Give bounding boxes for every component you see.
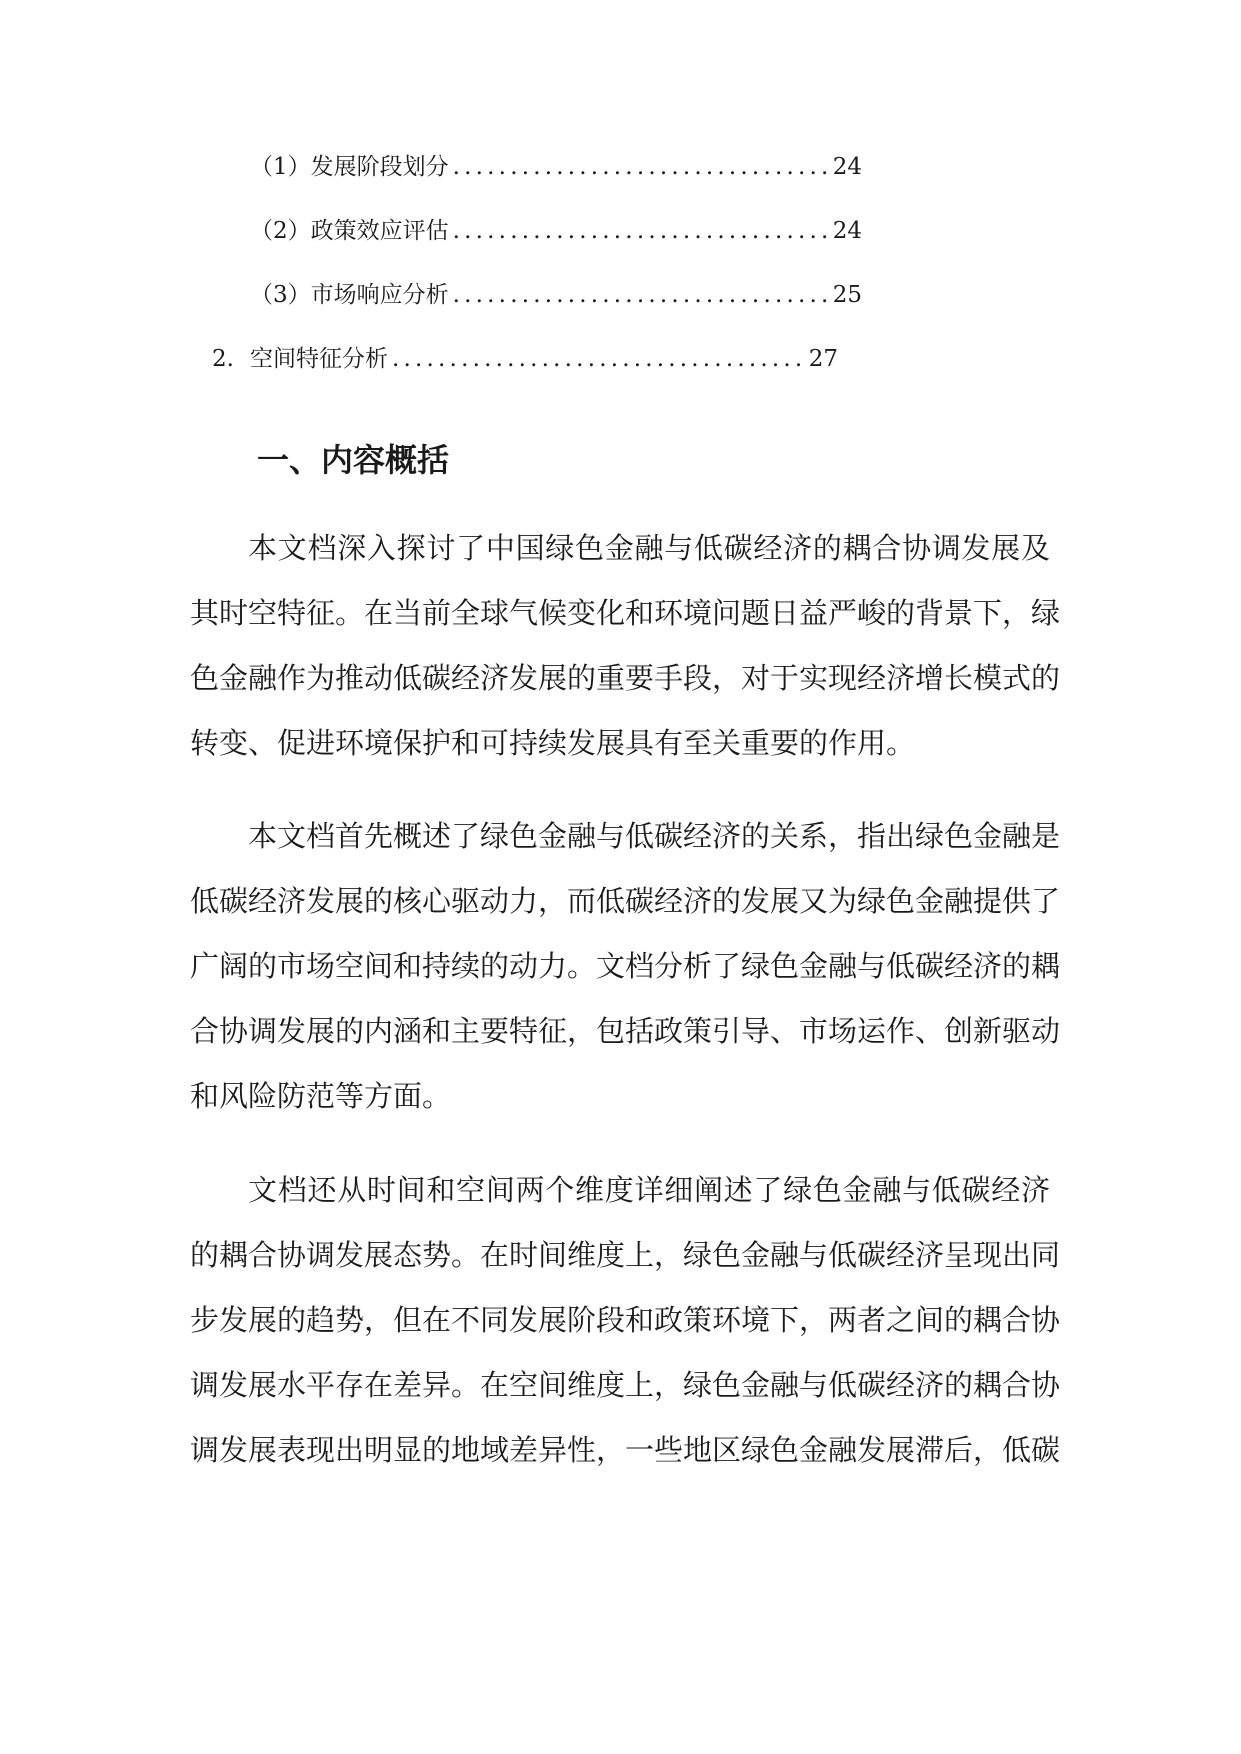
toc-entry-page: 25 <box>832 282 862 308</box>
toc-entry-label: （2）政策效应评估 <box>250 218 449 244</box>
toc-leader-dots <box>453 152 829 182</box>
paragraph-line: 步发展的趋势，但在不同发展阶段和政策环境下，两者之间的耦合协 <box>190 1303 1061 1337</box>
paragraph-line: 本文档首先概述了绿色金融与低碳经济的关系，指出绿色金融是 <box>248 819 1061 853</box>
paragraph-line: 和风险防范等方面。 <box>190 1079 452 1113</box>
paragraph-line: 文档还从时间和空间两个维度详细阐述了绿色金融与低碳经济 <box>248 1173 1050 1207</box>
paragraph-line: 其时空特征。在当前全球气候变化和环境问题日益严峻的背景下，绿 <box>190 596 1061 630</box>
paragraph-line: 本文档深入探讨了中国绿色金融与低碳经济的耦合协调发展及 <box>248 531 1050 565</box>
toc-leader-dots <box>392 344 805 374</box>
toc-entry-number: 2. <box>212 346 234 372</box>
section-heading: 一、内容概括 <box>257 441 450 479</box>
paragraph-line: 低碳经济发展的核心驱动力，而低碳经济的发展又为绿色金融提供了 <box>190 884 1061 918</box>
paragraph-line: 的耦合协调发展态势。在时间维度上，绿色金融与低碳经济呈现出同 <box>190 1238 1061 1272</box>
toc-leader-dots <box>453 216 829 246</box>
toc-leader-dots <box>453 280 829 310</box>
paragraph-line: 广阔的市场空间和持续的动力。文档分析了绿色金融与低碳经济的耦 <box>190 949 1061 983</box>
toc-entry[interactable] <box>250 216 862 246</box>
body-paragraph <box>190 1158 1061 1483</box>
toc-entry-label: （1）发展阶段划分 <box>250 154 449 180</box>
paragraph-line: 调发展水平存在差异。在空间维度上，绿色金融与低碳经济的耦合协 <box>190 1368 1061 1402</box>
body-paragraph <box>190 516 1061 776</box>
toc-entry-page: 27 <box>808 346 838 372</box>
toc-entry[interactable] <box>250 280 862 310</box>
toc-entry-page: 24 <box>832 218 862 244</box>
toc-entry[interactable] <box>250 152 862 182</box>
toc-entry-label: （3）市场响应分析 <box>250 282 449 308</box>
toc-entry-page: 24 <box>832 154 862 180</box>
paragraph-line: 调发展表现出明显的地域差异性，一些地区绿色金融发展滞后，低碳 <box>190 1433 1061 1467</box>
body-paragraph <box>190 804 1061 1129</box>
toc-entry[interactable] <box>212 344 838 374</box>
paragraph-line: 转变、促进环境保护和可持续发展具有至关重要的作用。 <box>190 726 916 760</box>
paragraph-line: 色金融作为推动低碳经济发展的重要手段，对于实现经济增长模式的 <box>190 661 1061 695</box>
paragraph-line: 合协调发展的内涵和主要特征，包括政策引导、市场运作、创新驱动 <box>190 1014 1061 1048</box>
toc-entry-label-wrap <box>212 344 388 374</box>
toc-entry-label: 空间特征分析 <box>250 346 388 372</box>
